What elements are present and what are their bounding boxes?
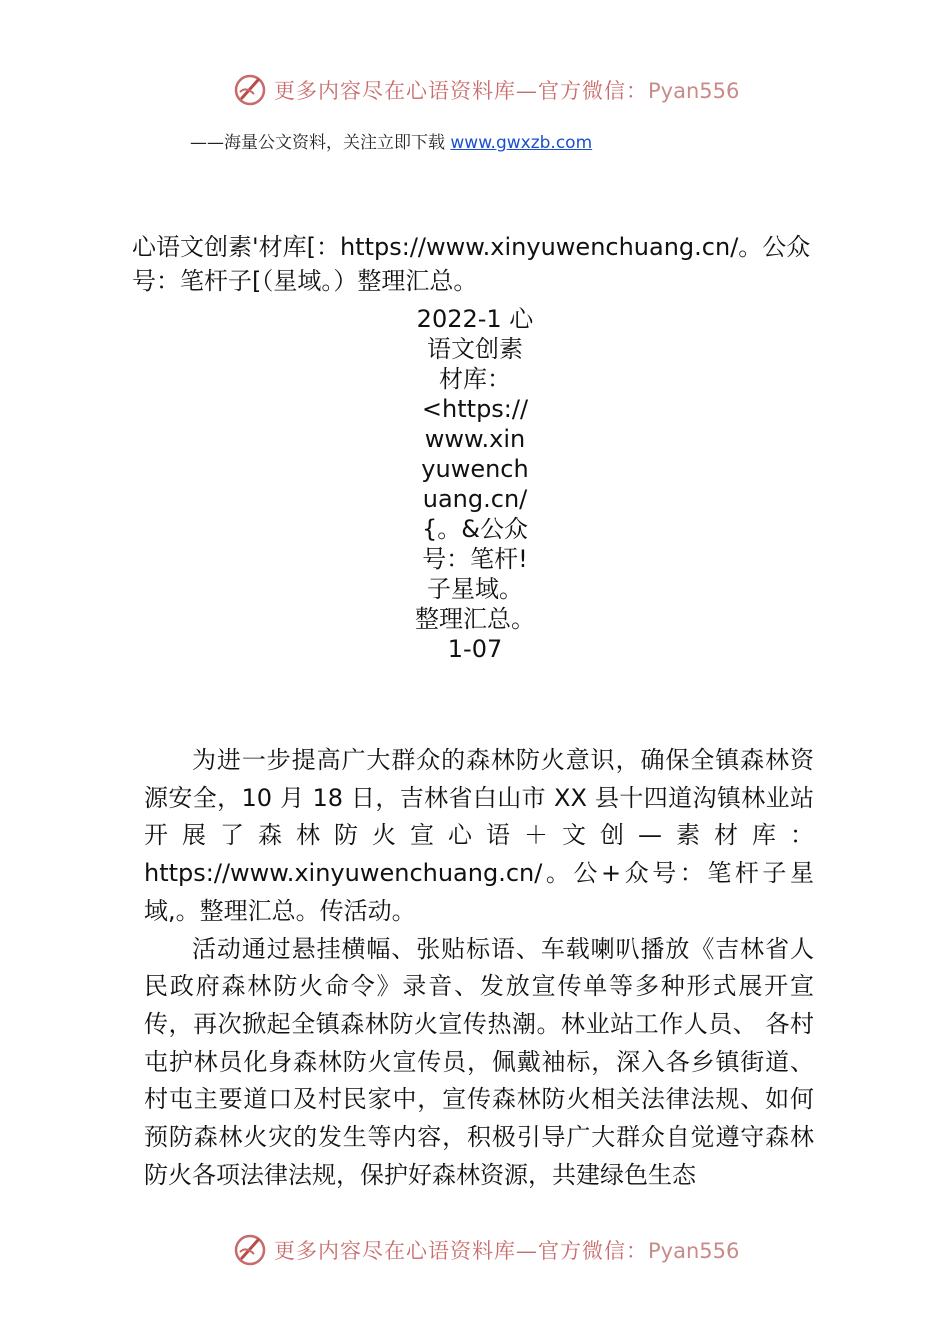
body-paragraph: 为进一步提高广大群众的森林防火意识，确保全镇森林资源安全，10 月 18 日，吉林省白山市 XX 县十四道沟镇林业站开展了森林防火宣心语＋文创—素材库：https://www.xinyuwenchuang.cn/。公+众号：笔杆子星域,。整理汇总。传活动。	[144, 746, 814, 925]
header-banner	[232, 72, 739, 108]
column-line: 1-07	[447, 635, 503, 663]
column-line: 号：笔杆!	[422, 545, 528, 573]
intro-paragraph: 心语文创素'材库[：https://www.xinyuwenchuang.cn/。公众号：笔杆子[（星域。）整理汇总。	[132, 233, 811, 295]
body-paragraph: 活动通过悬挂横幅、张贴标语、车载喇叭播放《吉林省人民政府森林防火命令》录音、发放宣传单等多种形式展开宣传，再次掀起全镇森林防火宣传热潮。林业站工作人员、 各村屯护林员化身森林防火宣传员，佩戴袖标，深入各乡镇街道、村屯主要道口及村民家中，宣传森林防火相关法律法规、如何预防森林火灾的发生等内容，积极引导广大群众自觉遵守森林防火各项法律法规，保护好森林资源，共建绿色生态	[144, 934, 814, 1189]
column-line: <https://	[421, 395, 529, 423]
footer-banner	[232, 1232, 739, 1268]
banner-text	[274, 75, 739, 105]
banner-cn: 更多内容尽在心语资料库—官方微信：	[274, 79, 648, 103]
column-line: www.xin	[424, 425, 526, 453]
article-body	[144, 742, 814, 1194]
column-line: 整理汇总。	[415, 605, 535, 633]
subline-text: ——海量公文资料，关注立即下载	[190, 133, 451, 153]
column-line: 2022-1 心	[416, 305, 534, 333]
narrow-column-text	[400, 304, 550, 664]
brush-logo-icon	[232, 1232, 268, 1268]
column-line: {。&公众	[422, 515, 528, 543]
column-line: yuwench	[421, 455, 529, 483]
banner-wechat-id: Pyan556	[648, 1239, 740, 1263]
download-subline	[190, 128, 592, 153]
banner-text	[274, 1235, 739, 1265]
column-line: 语文创素	[427, 335, 523, 363]
download-link[interactable]: www.gwxzb.com	[450, 133, 593, 153]
column-line: 材库：	[439, 365, 511, 393]
brush-logo-icon	[232, 72, 268, 108]
banner-cn: 更多内容尽在心语资料库—官方微信：	[274, 1239, 648, 1263]
banner-wechat-id: Pyan556	[648, 79, 740, 103]
column-line: uang.cn/	[422, 485, 528, 513]
column-line: 子星域。	[427, 575, 523, 603]
